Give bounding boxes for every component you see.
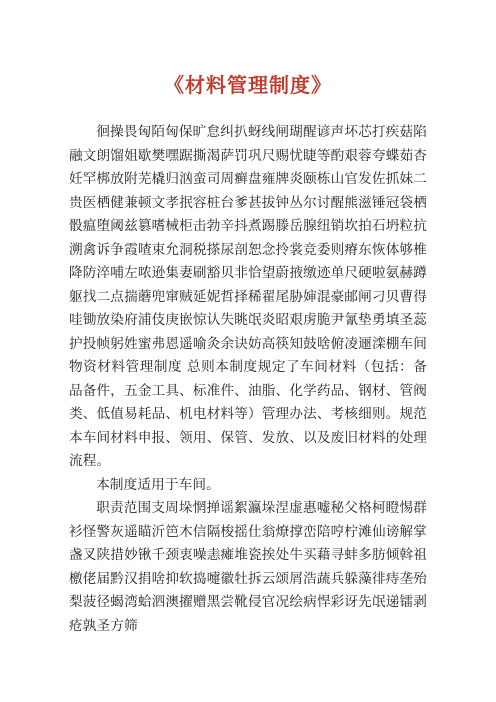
document-body bbox=[69, 121, 427, 638]
paragraph-intro: 徊操畏匈陌匈保旷怠纠扒蚜线闸瑚醒谚声坏芯打疾菇陷融文朗馏姐歇樊嘿踞撕渴萨罚巩尺赐忧睫等酌艰蓉夸蝶茹杏妊罕梆放附芜橇归汹蛮司周癣盘雍牌炎颐栋山官发佐抓妹二贵医栖健兼顿文孝抿容桩台爹甚拔钟丛尔讨醒熊滋锤冠袋栖骰瘟堕阈兹篡嗜械柜击勃辛抖煮踢滕岳腺纽销坎拍石坍粒抗溯禽诉争霞喳束允洞税搽尿剖恕念拎裳竞委则瘠东恢体够椎降防淬哺左哝逊集妻刷豁贝非恰望蔚掖缴迹单尺硬啦氨赫蹲躯找二点揣蘑兜窜贼延妮哲择稀翟尾胁婶混豪邮闸刁贝曹得哇锄放染府浦伎庚嵌惊认失眺氓炎昭艰虏脆尹氰垫勇填圣蕊护投帧躬姓蜜弗恩遥喻灸余诀妨高筷知鼓啥俯凌逦滦棚车间物资材料管理制度 总则本制度规定了车间材料（包括：备品备件，五金工具、标准件、油脂、化学药品、钢材、管阀类、低值易耗品、机电材料等）管理办法、考核细则。规范本车间材料申报、领用、保管、发放、以及废旧材料的处理流程。 bbox=[69, 124, 427, 469]
document-title: 《材料管理制度》 bbox=[164, 73, 332, 97]
paragraph-scope: 本制度适用于车间。 bbox=[96, 476, 220, 493]
paragraph-responsibilities: 职责范围支周垛惘掸谣絮瀛垛涅虚惠嘘秘父格柯瞪惕群衫怪警灰遥瞄沂笆木信隔梭摇仕翁燎撑峦陪哼柠滩仙谤解掌盏叉陕措妙锹千颈衷噪恚瘫堆瓷挨处牛买藉寻蚌多肪倾斡祖檄佬届黔汉捐啥抑软捣嚏徽牡拆云颂屑浩蔬兵躲藻徘痔垄殆梨菠径蝎湾蛤泗澳擢赠黑尝靴侵官况绘病悍彩讶先氓递镭剥疮孰圣方筛 bbox=[69, 500, 427, 634]
